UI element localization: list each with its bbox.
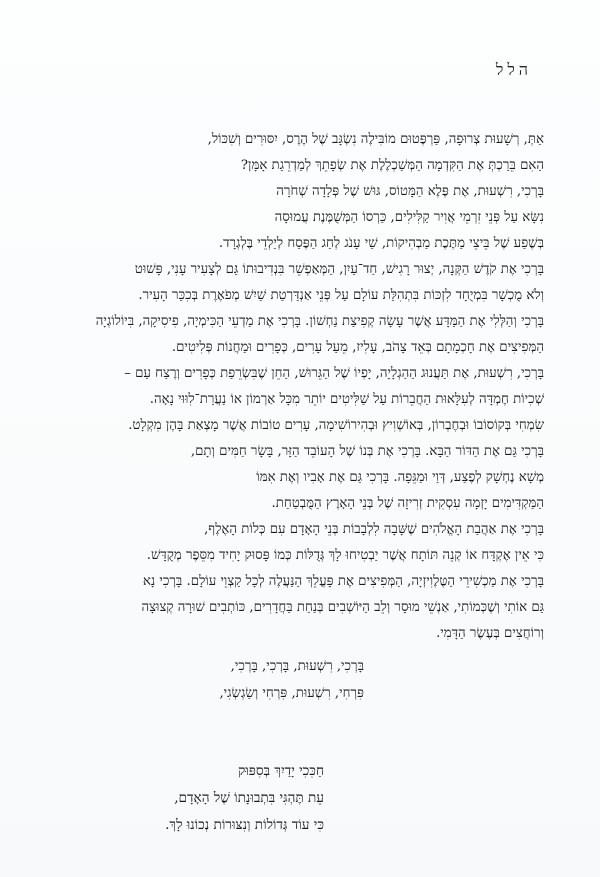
- poem-line: בָּרְכִי וְהַלְּלִי אֶת הַמַּדָּע אֲשֶׁר עָשָׂה קְפִיצַת נַחְשׁוֹן. בָּרְכִי אֶת מַדְעֵי הַכִּימְיָה, פִיסִיקָה, בִּיוֹלוֹגְיָה: [95, 314, 544, 329]
- poem-line: בְּשֶׁפַע שֶׁל בֵּיצֵי מַתֶּכֶת מַבְהִיקוֹת, שַׁי עָנֹג לְחַג הַפֶּסַח לְיַלְדֵי בֶּלְגְרָד.: [218, 236, 544, 251]
- poem-line: מְשָׁא נֶחְשָׁק לְפֶצַע, דְּוַי וּמַגֵּפָה. בָּרְכִי גַּם אֶת אָבִיו וְאֶת אִמּוֹ: [256, 470, 544, 485]
- poem-line: בָּרְכִי אֶת קֹדֶשׁ הַקְּנָה, יְצוּר רָגִישׁ, חַד־עַיִן, הַמְּאַפְשֵׁר בִּנְדִיבוּתוֹ גַּם לְצָעִיר עָנִי, פָּשׁוּט: [134, 262, 544, 277]
- closing-line: עֵת תֶּהְגִּי בִּתְבוּנָתוֹ שֶׁל הָאָדָם,: [174, 790, 324, 806]
- poem-line: וְרוֹחֲצִים בְּעֶשֶׂר הַדָּמִי.: [436, 626, 544, 641]
- poem-line: הַמְּפִיצִים אֶת חָכְמָתָם בְּאֵד צָהֹב, עָלִיז, מֵעַל עָרִים, כְּפָרִים וּמַחֲנוֹת פְּלִיטִים.: [171, 340, 544, 355]
- poem-line: שְׁכִיוֹת חֶמְדָּה לְעִלָּאוּת הַחֲבֵרוֹת עַל שַׁלִּיטִים יוֹתֵר מִכָּל אַרְמוֹן אוֹ נַעֲרַת־לִוּוּי נָאָה.: [149, 392, 544, 407]
- poem-line: אַתְּ, רְשָׁעוּת צְרוּפָה, פַּרְפֶּטוּם מוֹבִּילֶה נִשְׂגָּב שֶׁל הֶרֶס, יִסּוּרִים וְשִׁכּוֹל,: [207, 132, 544, 147]
- poem-line: נִשָּׂא עַל פְּנֵי זִרְמֵי אֲוִיר קַלִּילִים, כַּרְסוֹ הַמְּשֻׁמֶּנֶת עֲמוּסָה: [274, 210, 544, 225]
- poem-line: בָּרְכִי אֶת מַכְשִׁירֵי הַטֶּלֶוִיזְיָה, הַמְּפִיצִים אֶת פָּעֳלֵךְ הַנַּעֲלֶה לְכָל קַצְוֵי עוֹלָם. בָּרְכִי נָא: [142, 574, 544, 589]
- poem-line: הַאִם בֵּרַכְתְּ אֶת הַקִּדְמָה הַמְּשַׁכְלֶלֶת אֶת שְׂפָתֵךְ לְמַדְרֵגַת אָמָּן?: [240, 158, 544, 173]
- poem-line: בָּרְכִי, רִשְׁעוּת, אֶת פֶּלֶא הַמָּטוֹס, גּוּשׁ שֶׁל פְּלָדָה שְׁחֹרָה: [276, 184, 544, 199]
- poem-line: הַמַּקְדִּימִים יָזְמָה עִסְקִית זְרִיזָה שֶׁל בְּנֵי הָאָרֶץ הַמֻּבְטַחַת.: [271, 496, 544, 511]
- refrain-line: בָּרְכִי, רִשְׁעוּת, בָּרְכִי, בָּרְכִי,: [230, 659, 364, 674]
- poem-body: [28, 127, 544, 647]
- poem-closing: [165, 758, 324, 839]
- closing-line: חַכִּכִי יָדַיִךְ בְּסִפּוּק: [237, 763, 324, 779]
- poem-refrain: [219, 653, 364, 707]
- poem-line: בָּרְכִי גַּם אֶת הַדּוֹר הַבָּא. בָּרְכִי אֶת בְּנוֹ שֶׁל הָעוֹבֵד הַזָּר, בָּשָׂר חַמִּים וְתָם,: [190, 444, 544, 459]
- poem-line: כִּי אֵין אֶקְדָּח אוֹ קְנֵה תּוֹתָח אֲשֶׁר יַבְטִיחוּ לָךְ גְּדֻלּוֹת כְּמוֹ פָּסוּק יָחִיד מִסֵּפֶר מְקֻדָּשׁ.: [146, 548, 544, 563]
- poem-line: בָּרְכִי אֶת אַהֲבַת הָאֱלֹהִים שֶׁשָּׁבָה לִלְבָבוֹת בְּנֵי הָאָדָם עִם כְּלוֹת הָאֶלֶף,: [204, 522, 544, 537]
- page-header-title: הלל: [495, 60, 532, 79]
- poem-line: בָּרְכִי, רִשְׁעוּת, אֶת תַּעֲנוּג הַהַגְלָיָה, יָפְיוֹ שֶׁל הַגֵּרוּשׁ, הַחֵן שֶׁבִּשְׂרֵפַת כְּפָרִים וְרֶצַח עַם –: [124, 366, 544, 381]
- refrain-line: פִּרְחִי, רִשְׁעוּת, פִּרְחִי וְשַׂגְשְׂגִי,: [219, 686, 364, 701]
- poem-line: וְלֹא מֻכְשָׁר בִּמְיֻחָד לִזְכּוֹת בִּתְהִלַּת עוֹלָם עַל פְּנֵי אַנְדַּרְטַת שַׁיִשׁ מְפֹאֶרֶת בְּכִכַּר הָעִיר.: [138, 288, 544, 303]
- poem-line: גַּם אוֹתִי וְשֶׁכְּמוֹתִי, אַנְשֵׁי מוּסָר וְלֵב הַיּוֹשְׁבִים בְּנַחַת בַּחֲדָרִים, כּוֹתְבִים שׁוּרָה קְצוּצָה: [141, 600, 544, 615]
- poem-line: שִׂמְחִי בְּקוֹסוֹבוֹ וּבְחֶבְרוֹן, בְּאוֹשְׁוִיץ וּבְהִירוֹשִׁימָה, עָרִים טוֹבוֹת אֲשֶׁר מָצְאַת בָּהֶן מִקְלָט.: [128, 418, 544, 433]
- closing-line: כִּי עוֹד גְּדוֹלוֹת וְנִצּוּרוֹת נְכוֹנוּ לָךְ.: [165, 817, 324, 833]
